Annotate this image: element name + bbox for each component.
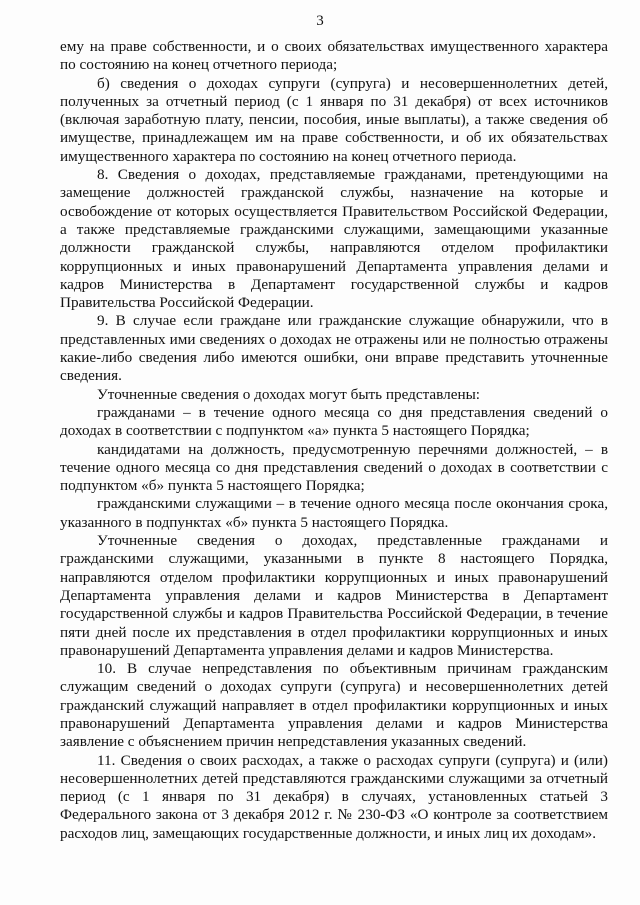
paragraph-9-citizens: гражданами – в течение одного месяца со дня представления сведений о доходах в соответствии с подпунктом «а» пункта 5 настоящего Порядка; xyxy=(60,403,608,440)
paragraph-9-submission: Уточненные сведения о доходах, представленные гражданами и гражданскими служащими, указанными в пункте 8 настоящего Порядка, направляются отделом профилактики коррупционных и иных правонарушений Департамента управления делами и кадров Министерства в Департамент государственной службы и кадров Правительства Российской Федерации, в течение пяти дней после их представления в отдел профилактики коррупционных и иных правонарушений Департамента управления делами и кадров Министерства. xyxy=(60,532,608,659)
paragraph-11: 11. Сведения о своих расходах, а также о расходах супруги (супруга) и (или) несовершеннолетних детей представляются гражданскими служащими за отчетный период (с 1 января по 31 декабря) в случаях, установленных статьей 3 Федерального закона от 3 декабря 2012 г. № 230-ФЗ «О контроле за соответствием расходов лиц, замещающих государственные должности, и иных лиц их доходам». xyxy=(60,751,608,842)
paragraph-9-intro: Уточненные сведения о доходах могут быть представлены: xyxy=(97,385,481,403)
document-body xyxy=(60,38,608,843)
paragraph-9: 9. В случае если граждане или гражданские служащие обнаружили, что в представленных ими сведениях о доходах не отражены или не полностью отражены какие-либо сведения либо имеются ошибки, они вправе представить уточненные сведения. xyxy=(60,312,608,385)
paragraph-8: 8. Сведения о доходах, представляемые гражданами, претендующими на замещение должностей гражданской службы, назначение на которые и освобождение от которых осуществляется Правительством Российской Федерации, а также представляемые гражданскими служащими, замещающими указанные должности гражданской службы, направляются отделом профилактики коррупционных и иных правонарушений Департамента управления делами и кадров Министерства в Департамент государственной службы и кадров Правительства Российской Федерации. xyxy=(60,166,608,312)
paragraph-7b: б) сведения о доходах супруги (супруга) и несовершеннолетних детей, полученных за отчетный период (с 1 января по 31 декабря) от всех источников (включая заработную плату, пенсии, пособия, иные выплаты), а также сведения об имуществе, принадлежащем им на праве собственности, и об их обязательствах имущественного характера по состоянию на конец отчетного периода. xyxy=(60,74,608,165)
paragraph-9-servants: гражданскими служащими – в течение одного месяца после окончания срока, указанного в подпунктах «б» пункта 5 настоящего Порядка. xyxy=(60,495,608,531)
paragraph-10: 10. В случае непредставления по объективным причинам гражданским служащим сведений о доходах супруги (супруга) и несовершеннолетних детей гражданский служащий направляет в отдел профилактики коррупционных и иных правонарушений Департамента управления делами и кадров Министерства заявление с объяснением причин непредставления указанных сведений. xyxy=(60,660,608,751)
paragraph-9-candidates: кандидатами на должность, предусмотренную перечнями должностей, – в течение одного месяца со дня представления сведений о доходах в соответствии с подпунктом «б» пункта 5 настоящего Порядка; xyxy=(60,440,608,495)
paragraph-continuation: ему на праве собственности, и о своих обязательствах имущественного характера по состоянию на конец отчетного периода; xyxy=(60,38,608,74)
page-number: 3 xyxy=(316,13,324,29)
